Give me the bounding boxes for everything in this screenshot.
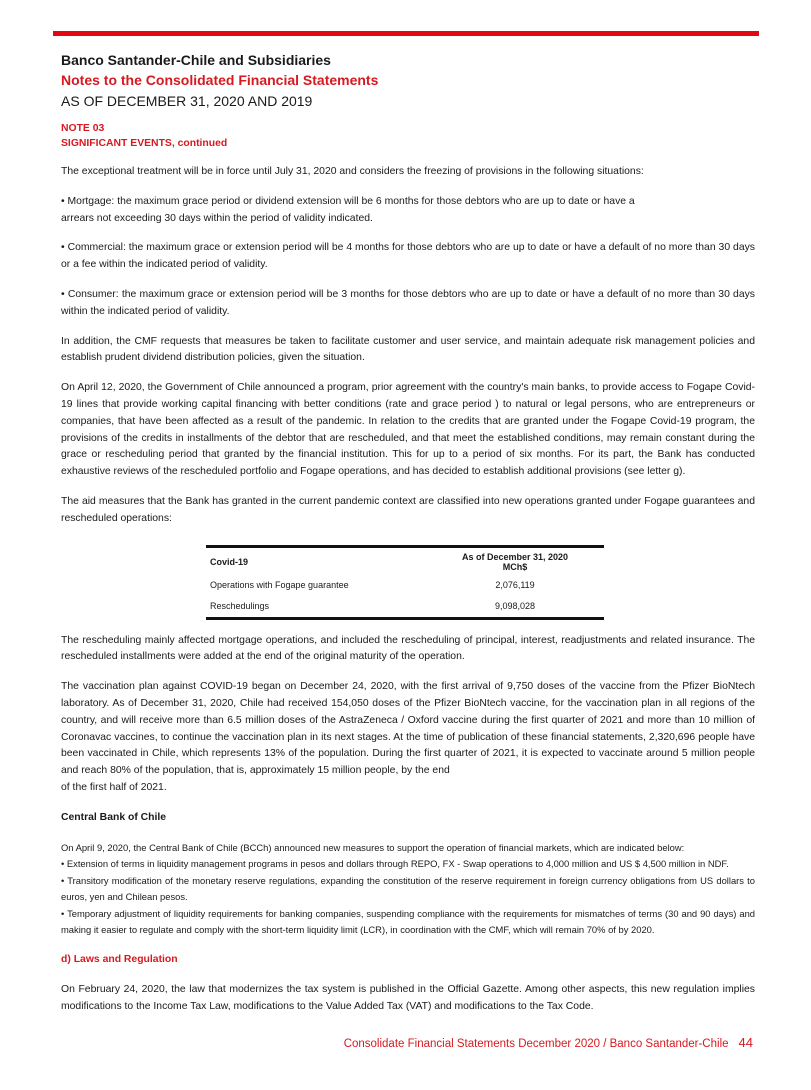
column-header (426, 546, 604, 576)
paragraph-april: On April 12, 2020, the Government of Chile announced a program, prior agreement with the country's main banks, to provide access to Fogape Covid-19 lines that provide working capital financing with better conditions (rate and grace period ) to natural or legal persons, who are entrepreneurs or companies, that have been affected as a result of the pandemic. In relation to the credits that are granted under the Fogape Covid-19 program, the provisions of the credits in installments of the debtor that are rescheduled, and that meet the established conditions, may remain constant during the grace or rescheduling period that granted by the financial institution. This for up to a period of six months. For its part, the Bank has conducted exhaustive reviews of the rescheduled portfolio and Fogape operations, and has decided to establish additional provisions (see letter g). (61, 382, 755, 478)
paragraph-vaccination: The vaccination plan against COVID-19 began on December 24, 2020, with the first arrival of 9,750 doses of the vaccine from the Pfizer BioNtech laboratory. As of December 31, 2020, Chile had received 154,050 doses of the Pfizer BioNtech vaccine, for the vaccination plan in all regions of the country, and will receive more than 6.5 million doses of the AstraZeneca / Oxford vaccine during the first quarter of 2021 and more than 10 million of Coronavac vaccines, to continue the vaccination plan in its next stages. At the time of publication of these financial statements, 2,320,696 people have been vaccinated in Chile, which represents 13% of the population. During the first quarter of 2021, it is expected to vaccinate around 5 million people and reach 80% of the population, that is, approximately 15 million people, by the end (61, 681, 755, 777)
paragraph: The exceptional treatment will be in force until July 31, 2020 and considers the freezing of provisions in the following situations: (61, 166, 644, 177)
note-number: NOTE 03 (61, 123, 105, 134)
text-line: • Mortgage: the maximum grace period or dividend extension will be 6 months for those debtors who are up to date or have a (61, 195, 635, 207)
row-value: 2,076,119 (495, 580, 535, 591)
header-line: As of December 31, 2020 (461, 551, 569, 562)
row-label: Reschedulings (210, 600, 270, 611)
paragraph-vaccination-end: of the first half of 2021. (61, 781, 167, 793)
table-row (206, 576, 604, 595)
list-item: • Extension of terms in liquidity management programs in pesos and dollars through REPO, FX - Swap operations to 4,000 million and US $ 4,500 million in NDF. (61, 858, 729, 870)
row-label: Operations with Fogape guarantee (210, 580, 349, 591)
page-number: 44 (738, 1035, 753, 1051)
header-line: MCh$ (502, 561, 528, 572)
list-item: • Temporary adjustment of liquidity requirements for banking companies, suspending compliance with the requirements for mismatches of terms (30 and 90 days) and making it easier to regulate and comply with the short-term liquidity limit (LCR), in coordination with the CMF, which will remain 70% of by 2020. (61, 907, 755, 936)
paragraph-laws: On February 24, 2020, the law that modernizes the tax system is published in the Official Gazette. Among other aspects, this new regulation implies modifications to the Income Tax Law, modifications to the Value Added Tax (VAT) and modifications to the Tax Code. (61, 983, 755, 1012)
laws-heading: d) Laws and Regulation (61, 954, 178, 966)
company-title: Banco Santander-Chile and Subsidiaries (61, 52, 331, 68)
covid-table (206, 545, 604, 620)
column-header: Covid-19 (210, 556, 249, 567)
central-bank-intro: On April 9, 2020, the Central Bank of Chile (BCCh) announced new measures to support the operation of financial markets, which are indicated below: (61, 841, 685, 853)
paragraph-rescheduling: The rescheduling mainly affected mortgage operations, and included the rescheduling of principal, interest, readjustments and related insurance. The rescheduled installments were added at the end of the original maturity of the operation. (61, 634, 755, 663)
row-value: 9,098,028 (494, 600, 536, 611)
table-row (206, 595, 604, 619)
header-bar (53, 31, 759, 36)
footer-text: Consolidate Financial Statements December 2020 / Banco Santander-Chile (343, 1038, 729, 1051)
table-header-row (206, 546, 604, 576)
paragraph-mortgage (61, 194, 755, 228)
list-item: • Transitory modification of the monetary reserve regulations, expanding the constitution of the reserve requirement in foreign currency obligations from US dollars to euros, yen and Chilean pesos. (61, 874, 755, 903)
central-bank-heading: Central Bank of Chile (61, 811, 167, 823)
paragraph-consumer: • Consumer: the maximum grace or extension period will be 3 months for those debtors who are up to date or have a default of no more than 30 days within the indicated period of validity. (61, 288, 755, 317)
document-date: AS OF DECEMBER 31, 2020 AND 2019 (61, 93, 313, 109)
document-subtitle: Notes to the Consolidated Financial Statements (61, 72, 379, 88)
paragraph-commercial: • Commercial: the maximum grace or extension period will be 4 months for those debtors who are up to date or have a default of no more than 30 days or a fee within the indicated period of validity. (61, 242, 755, 271)
page-footer (61, 1015, 753, 1050)
paragraph-aid: The aid measures that the Bank has granted in the current pandemic context are classified into new operations granted under Fogape guarantees and rescheduled operations: (61, 495, 755, 524)
text-line: arrears not exceeding 30 days within the period of validity indicated. (61, 212, 373, 224)
paragraph-cmf: In addition, the CMF requests that measures be taken to facilitate customer and user service, and maintain adequate risk management policies and establish prudent dividend distribution policies, given the situation. (61, 335, 755, 364)
note-title: SIGNIFICANT EVENTS, continued (61, 138, 228, 149)
